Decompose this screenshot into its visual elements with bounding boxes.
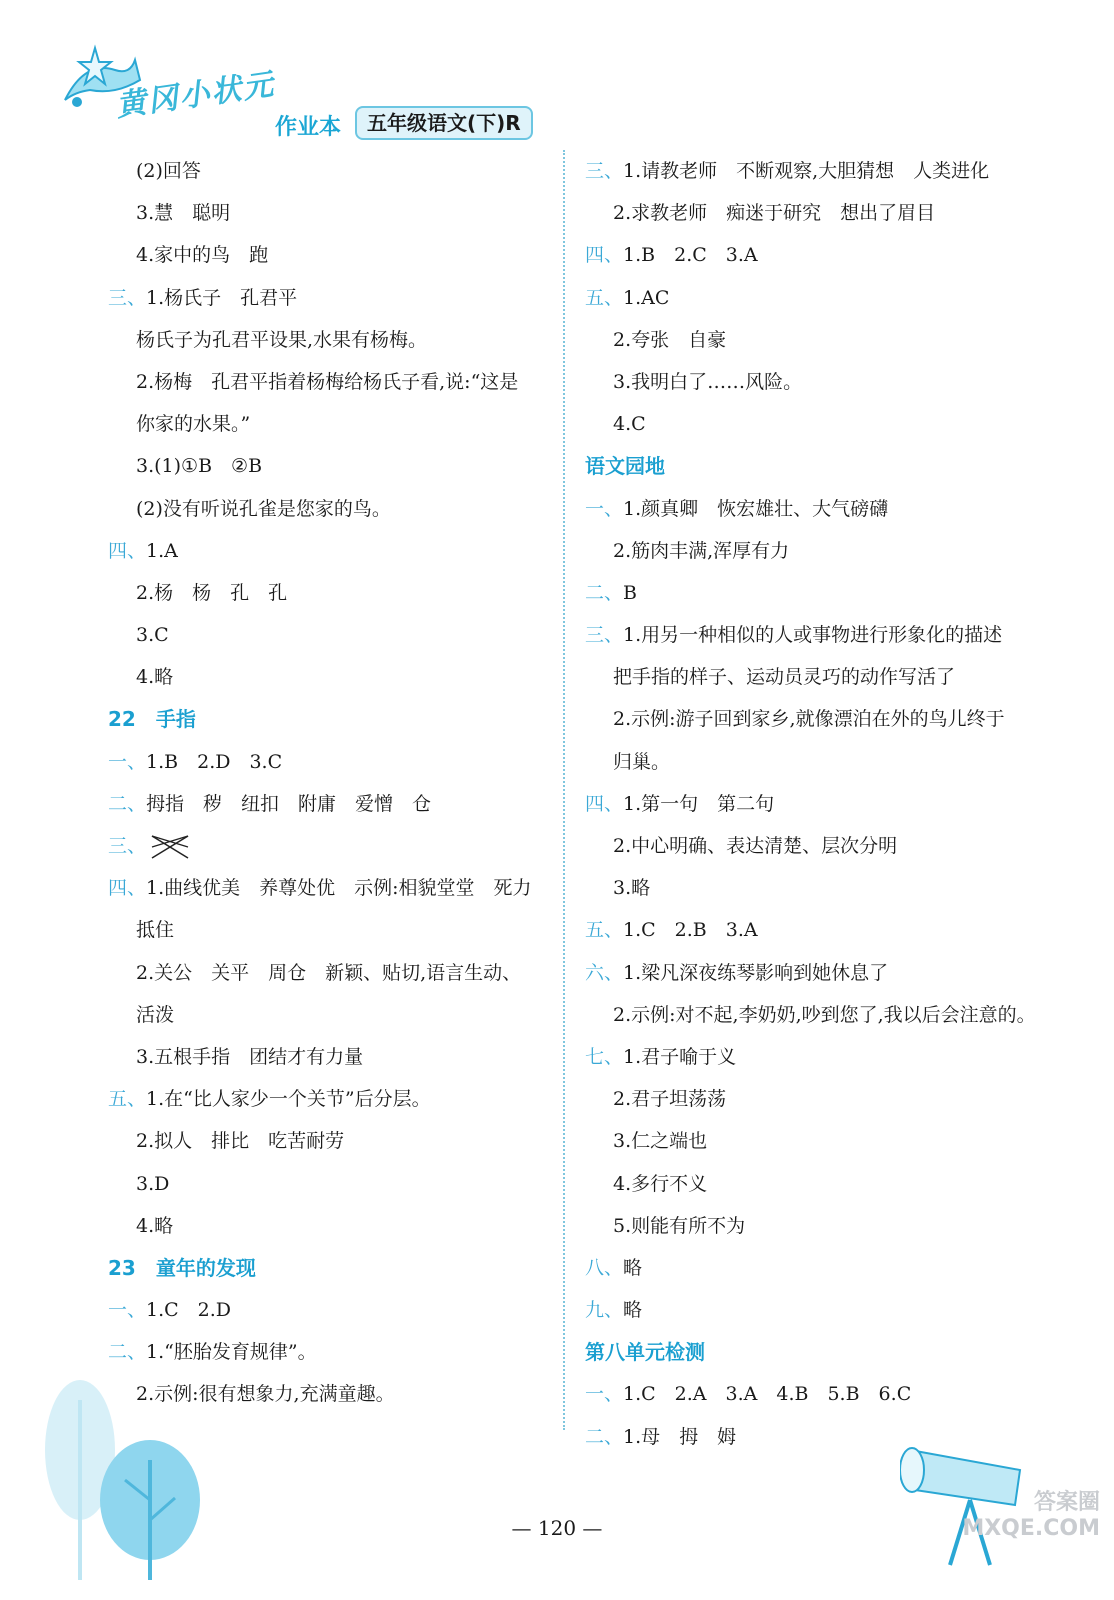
answer-text: 3.略 [613,877,651,900]
answer-line [108,1289,558,1331]
answer-text: 1.曲线优美 养尊处优 示例:相貌堂堂 死力 [146,877,532,900]
answer-text: 1.AC [623,286,670,309]
answer-text: 1.颜真卿 恢宏雄壮、大气磅礴 [623,497,889,520]
answer-line [585,783,1055,825]
answer-text: 3.D [136,1172,170,1195]
question-marker: 二、 [585,581,624,604]
answer-text: 2.关公 关平 周仓 新颖、贴切,语言生动、 [136,961,522,984]
answer-text: 拇指 秽 纽扣 附庸 爱憎 仓 [146,792,432,815]
logo-text: 黄冈小状元 [113,67,278,124]
answer-line [108,1163,558,1205]
question-marker: 三、 [108,286,147,309]
answer-text: B [623,581,637,604]
answer-line [108,909,558,951]
answer-line [585,530,1055,572]
answer-line [585,656,1055,698]
header-subtitle: 作业本 [275,115,342,140]
answer-text: 1.杨氏子 孔君平 [146,286,298,309]
answer-text: 2.夸张 自豪 [613,328,727,351]
answer-line [585,1373,1055,1415]
answer-text: 2.杨 杨 孔 孔 [136,581,288,604]
answer-line [108,656,558,698]
answer-text: 2.示例:游子回到家乡,就像漂泊在外的鸟儿终于 [613,708,1005,731]
answer-line [585,277,1055,319]
answer-text: 1.A [146,539,178,562]
answer-line [585,741,1055,783]
answer-line [585,867,1055,909]
answer-line [585,403,1055,445]
answer-line [108,783,558,825]
answer-text: 1.B 2.C 3.A [623,244,758,267]
answer-line [108,319,558,361]
answer-text: 2.求教老师 痴迷于研究 想出了眉目 [613,202,936,225]
answer-text: 略 [623,1256,643,1279]
question-marker: 五、 [108,1088,147,1111]
answer-text: 1.君子喻于义 [623,1045,737,1068]
section-heading-text: 语文园地 [585,454,665,479]
answer-line [585,1120,1055,1162]
question-marker: 七、 [585,1045,624,1068]
answer-line [108,572,558,614]
question-marker: 一、 [585,497,624,520]
answer-text: 1.B 2.D 3.C [146,750,283,773]
question-marker: 四、 [108,539,147,562]
matching-lines-icon [150,832,190,862]
answer-line [585,825,1055,867]
answer-line [108,361,558,403]
answer-line [108,1078,558,1120]
answer-line [585,1078,1055,1120]
answer-text: 2.中心明确、表达清楚、层次分明 [613,835,898,857]
answer-text: 抵住 [136,919,175,942]
question-marker: 一、 [108,750,147,773]
answer-text: 1.C 2.D [146,1299,232,1322]
answer-text: 你家的水果。” [136,413,251,436]
answer-line [108,445,558,487]
section-heading [108,698,558,740]
question-marker: 四、 [108,877,147,900]
answer-line [585,994,1055,1036]
answer-text: 1.C 2.A 3.A 4.B 5.B 6.C [623,1383,912,1406]
answer-text: 1.在“比人家少一个关节”后分层。 [146,1088,431,1111]
answer-line [108,277,558,319]
answer-line [585,192,1055,234]
question-marker: 五、 [585,919,624,942]
watermark-text: 答案圈 MXQE.COM [962,1490,1100,1541]
book-header [55,40,555,140]
section-heading [108,1247,558,1289]
answer-text: 1.第一句 第二句 [623,792,775,815]
section-heading [585,445,1055,487]
answer-line [585,488,1055,530]
question-marker: 六、 [585,961,624,984]
answer-line [585,150,1055,192]
answer-text: 把手指的样子、运动员灵巧的动作写活了 [613,666,956,689]
answer-text: 2.示例:很有想象力,充满童趣。 [136,1383,395,1406]
question-marker: 一、 [585,1383,624,1406]
question-marker: 二、 [108,792,147,815]
answer-text: 1.请教老师 不断观察,大胆猜想 人类进化 [623,160,990,182]
answer-line [108,403,558,445]
answer-text: 5.则能有所不为 [613,1214,746,1237]
answer-text: 3.(1)①B ②B [136,455,263,478]
answer-line [108,614,558,656]
answer-line [108,530,558,572]
answer-text: 略 [623,1299,643,1322]
question-marker: 四、 [585,792,624,815]
answer-text: 3.慧 聪明 [136,202,231,225]
answer-line [585,614,1055,656]
answer-line [108,825,558,867]
answer-line [585,909,1055,951]
answer-line [585,319,1055,361]
answer-text: 1.母 拇 姆 [623,1425,737,1448]
answer-line [585,1163,1055,1205]
answer-text: (2)回答 [136,160,201,182]
question-marker: 三、 [108,835,147,857]
answer-text: 2.示例:对不起,李奶奶,吵到您了,我以后会注意的。 [613,1003,1036,1026]
answer-line [108,150,558,192]
question-marker: 九、 [585,1299,624,1322]
question-marker: 二、 [585,1425,624,1448]
answer-line [108,952,558,994]
answer-text: 1.梁凡深夜练琴影响到她休息了 [623,961,889,984]
answer-text: 2.拟人 排比 吃苦耐劳 [136,1130,345,1153]
question-marker: 五、 [585,286,624,309]
answer-text: 杨氏子为孔君平设果,水果有杨梅。 [136,328,428,351]
answer-line [585,361,1055,403]
answer-line [108,1120,558,1162]
answer-text: 归巢。 [613,750,671,773]
answer-text: 3.C [136,624,169,647]
answer-text: 3.仁之端也 [613,1130,708,1153]
answer-text: 4.C [613,413,646,436]
answer-text: 1.“胚胎发育规律”。 [146,1341,317,1364]
answer-text: 1.用另一种相似的人或事物进行形象化的描述 [623,624,1003,647]
answer-text: 4.家中的鸟 跑 [136,244,269,267]
section-heading [585,1331,1055,1373]
answer-line [585,1205,1055,1247]
answer-text: 3.五根手指 团结才有力量 [136,1045,364,1068]
answer-line [585,698,1055,740]
answer-line [585,952,1055,994]
question-marker: 三、 [585,160,624,182]
answer-line [585,1247,1055,1289]
answer-line [108,867,558,909]
right-column [585,150,1055,1458]
answer-text: 1.C 2.B 3.A [623,919,758,942]
answer-line [108,994,558,1036]
answer-line [585,234,1055,276]
answer-line [585,1036,1055,1078]
left-column [108,150,558,1416]
answer-line [108,1205,558,1247]
answer-text: (2)没有听说孔雀是您家的鸟。 [136,497,391,520]
answer-line [108,741,558,783]
question-marker: 八、 [585,1256,624,1279]
section-heading-text: 22 手指 [108,707,196,732]
section-heading-text: 23 童年的发现 [108,1255,256,1280]
answer-line [108,192,558,234]
answer-line [108,488,558,530]
column-divider [563,150,565,1430]
answer-line [585,572,1055,614]
answer-text: 2.杨梅 孔君平指着杨梅给杨氏子看,说:“这是 [136,370,519,393]
answer-text: 4.多行不义 [613,1172,708,1195]
page-number: — 120 — [511,1516,603,1540]
grade-badge: 五年级语文(下)R [355,106,533,140]
answer-line [585,1289,1055,1331]
answer-text: 2.筋肉丰满,浑厚有力 [613,539,790,562]
tree-illustration-icon [30,1370,200,1590]
answer-line [108,1036,558,1078]
answer-text: 2.君子坦荡荡 [613,1088,727,1111]
answer-line [108,234,558,276]
section-heading-text: 第八单元检测 [585,1340,705,1365]
question-marker: 四、 [585,244,624,267]
answer-text: 活泼 [136,1003,175,1026]
watermark [910,1490,1100,1542]
question-marker: 二、 [108,1341,147,1364]
answer-text: 3.我明白了……风险。 [613,370,803,393]
answer-line [108,1331,558,1373]
answer-text: 4.略 [136,666,174,689]
answer-text: 4.略 [136,1214,174,1237]
question-marker: 一、 [108,1299,147,1322]
question-marker: 三、 [585,624,624,647]
